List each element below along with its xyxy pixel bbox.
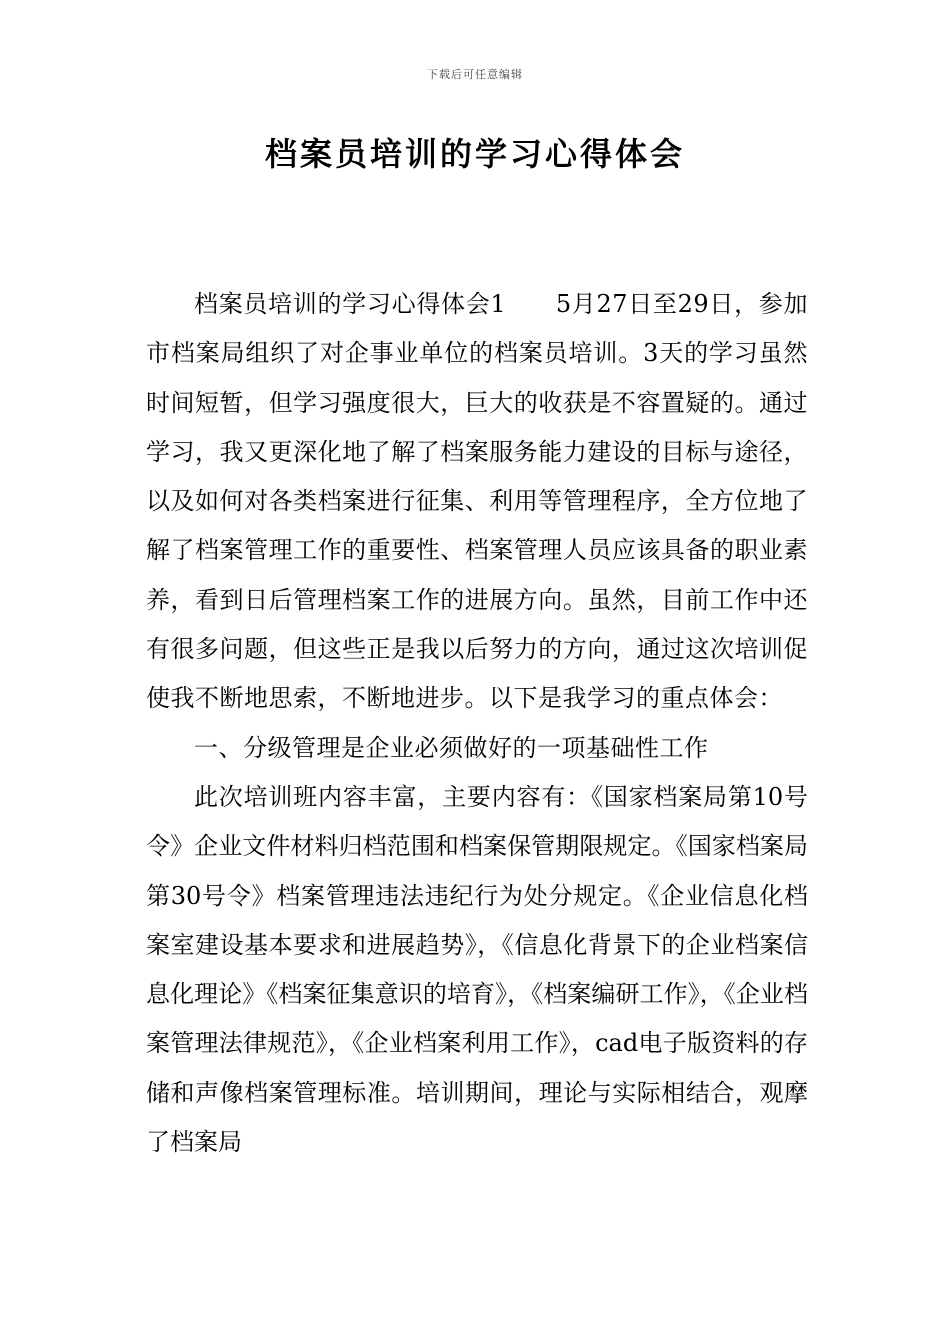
document-title: 档案员培训的学习心得体会 [264, 135, 685, 173]
document-body [146, 280, 808, 1167]
paragraph-training-content: 此次培训班内容丰富，主要内容有：《国家档案局第10号令》企业文件材料归档范围和档案保管期限规定。《国家档案局第30号令》档案管理违法违纪行为处分规定。《企业信息化档案室建设基本要求和进展趋势》，《信息化背景下的企业档案信息化理论》《档案征集意识的培育》，《档案编研工作》，《企业档案管理法律规范》，《企业档案利用工作》，cad电子版资料的存储和声像档案管理标准。培训期间，理论与实际相结合，观摩了档案局 [146, 782, 808, 1157]
header-note: 下载后可任意编辑 [427, 68, 523, 81]
paragraph-intro: 档案员培训的学习心得体会1 5月27日至29日，参加市档案局组织了对企事业单位的档案员培训。3天的学习虽然时间短暂，但学习强度很大，巨大的收获是不容置疑的。通过学习，我又更深化地了解了档案服务能力建设的目标与途径，以及如何对各类档案进行征集、利用等管理程序，全方位地了解了档案管理工作的重要性、档案管理人员应该具备的职业素养，看到日后管理档案工作的进展方向。虽然，目前工作中还有很多问题，但这些正是我以后努力的方向，通过这次培训促使我不断地思索，不断地进步。以下是我学习的重点体会： [146, 290, 808, 713]
paragraph-section-heading: 一、分级管理是企业必须做好的一项基础性工作 [194, 733, 709, 762]
